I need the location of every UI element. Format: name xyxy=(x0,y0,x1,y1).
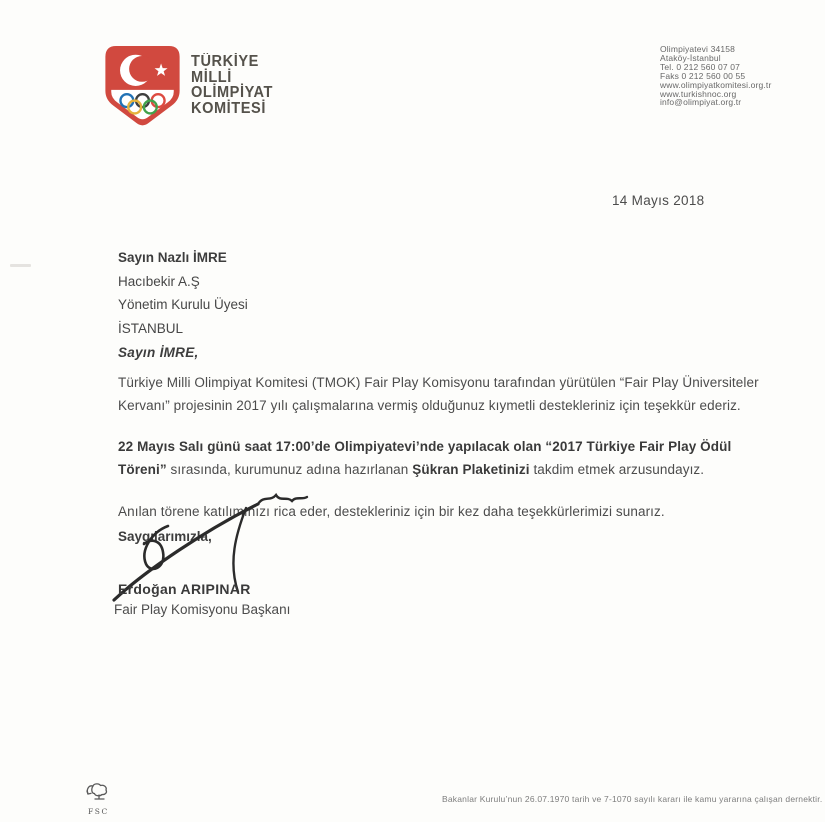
signer-name: Erdoğan ARIPINAR xyxy=(118,581,251,597)
salutation: Sayın İMRE, xyxy=(118,345,199,360)
contact-line-address2: Ataköy-İstanbul xyxy=(660,52,721,63)
paragraph2-text: sırasında, kurumunuz adına hazırlanan xyxy=(166,461,413,477)
body-paragraph-3: Anılan törene katılımınızı rica eder, destekleriniz için bir kez daha teşekkürlerimizi sunarız. xyxy=(118,504,665,519)
crescent-cutout xyxy=(129,56,155,82)
fsc-tree-icon xyxy=(85,782,109,802)
wordmark-line: KOMİTESİ xyxy=(191,99,266,117)
recipient-company: Hacıbekir A.Ş xyxy=(118,273,200,289)
fsc-mark xyxy=(85,782,119,816)
body-paragraph-1: Türkiye Milli Olimpiyat Komitesi (TMOK) Fair Play Komisyonu tarafından yürütülen “Fair Play Üniversiteler Kervanı” projesinin 2017 yılı çalışmalarına vermiş olduğunuz kıymetli destekleriniz için teşekkür ederiz. xyxy=(118,375,759,413)
closing-salutation: Saygılarımızla, xyxy=(118,529,212,544)
fsc-label: FSC xyxy=(88,807,109,816)
contact-line-tel: Tel. 0 212 560 07 07 xyxy=(660,61,741,72)
paragraph2-bold-plaque: Şükran Plaketinizi xyxy=(412,461,530,477)
contact-line-address1: Olimpiyatevi 34158 xyxy=(660,44,735,54)
paragraph2-bold-event: 22 Mayıs Salı günü saat 17:00’de Olimpiyatevi’nde yapılacak olan “2017 Türkiye Fair Play Ödül Töreni” xyxy=(118,439,732,477)
wordmark-line: MİLLİ xyxy=(191,68,232,86)
recipient-block xyxy=(118,246,248,340)
contact-line-web1: www.olimpiyatkomitesi.org.tr xyxy=(660,79,772,90)
letter-date: 14 Mayıs 2018 xyxy=(612,193,705,208)
contact-block xyxy=(660,45,771,107)
wordmark-line: OLİMPİYAT xyxy=(191,84,273,101)
tmok-emblem-icon xyxy=(103,44,182,128)
recipient-title: Yönetim Kurulu Üyesi xyxy=(118,297,248,312)
recipient-name: Sayın Nazlı İMRE xyxy=(118,250,227,265)
body-paragraph-2 xyxy=(118,436,778,481)
wordmark-line: TÜRKİYE xyxy=(191,53,259,70)
contact-line-fax: Faks 0 212 560 00 55 xyxy=(660,70,746,81)
legal-footnote: Bakanlar Kurulu’nun 26.07.1970 tarih ve 7-1070 sayılı kararı ile kamu yararına çalışan dernektir. xyxy=(442,794,823,804)
recipient-city: İSTANBUL xyxy=(118,320,184,336)
signer-title: Fair Play Komisyonu Başkanı xyxy=(114,602,291,617)
fold-mark xyxy=(10,264,31,267)
paragraph2-text-end: takdim etmek arzusundayız. xyxy=(529,461,705,477)
contact-line-email: info@olimpiyat.org.tr xyxy=(660,97,742,108)
contact-line-web2: www.turkishnoc.org xyxy=(660,88,737,99)
tmok-wordmark xyxy=(191,54,273,116)
